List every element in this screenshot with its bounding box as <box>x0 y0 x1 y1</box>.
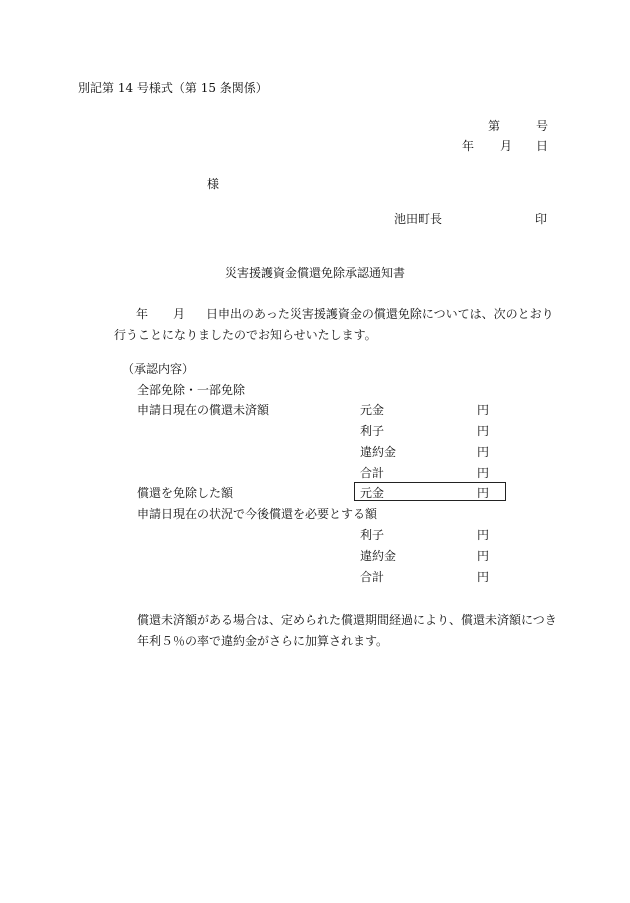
outstanding-principal-label: 元金 <box>360 403 385 417</box>
outstanding-total-label: 合計 <box>360 466 385 480</box>
body-paragraph <box>114 304 554 346</box>
penalty-note: 償還未済額がある場合は、定められた償還期間経過により、償還未済額につき年利５％の率で違約金がさらに加算されます。 <box>137 613 557 648</box>
body-year: 年 <box>136 307 149 321</box>
body-month: 月 <box>173 307 186 321</box>
outstanding-interest-label: 利子 <box>360 424 385 438</box>
exemption-type: 全部免除・一部免除 <box>137 383 246 397</box>
body-line-1-text: 日申出のあった災害援護資金の償還免除については、次のとおり <box>206 307 554 321</box>
future-penalty-unit: 円 <box>477 549 490 563</box>
seal-mark: 印 <box>535 212 548 226</box>
future-label: 申請日現在の状況で今後償還を必要とする額 <box>137 507 378 521</box>
issue-number-suffix: 号 <box>536 119 549 133</box>
future-total-unit: 円 <box>477 570 490 584</box>
outstanding-total-unit: 円 <box>477 466 490 480</box>
issue-date-month: 月 <box>500 139 513 153</box>
document-title: 災害援護資金償還免除承認通知書 <box>224 266 405 280</box>
approval-header: （承認内容） <box>122 362 195 376</box>
issue-number-prefix: 第 <box>488 119 501 133</box>
body-line-1 <box>114 304 554 325</box>
form-number: 別記第 14 号様式（第 15 条関係） <box>78 81 268 95</box>
body-line-2: 行うことになりましたのでお知らせいたします。 <box>114 328 377 342</box>
recipient-suffix: 様 <box>207 177 220 191</box>
future-interest-unit: 円 <box>477 528 490 542</box>
issuer-name: 池田町長 <box>394 212 443 226</box>
outstanding-penalty-unit: 円 <box>477 445 490 459</box>
outstanding-label: 申請日現在の償還未済額 <box>137 403 270 417</box>
exempted-principal-label: 元金 <box>360 486 385 500</box>
future-interest-label: 利子 <box>360 528 385 542</box>
exempted-label: 償還を免除した額 <box>137 486 234 500</box>
exempted-principal-unit: 円 <box>477 486 490 500</box>
issue-date-year: 年 <box>462 139 475 153</box>
future-penalty-label: 違約金 <box>360 549 397 563</box>
outstanding-interest-unit: 円 <box>477 424 490 438</box>
outstanding-principal-unit: 円 <box>477 403 490 417</box>
outstanding-penalty-label: 違約金 <box>360 445 397 459</box>
issue-date-day: 日 <box>536 139 549 153</box>
future-total-label: 合計 <box>360 570 385 584</box>
